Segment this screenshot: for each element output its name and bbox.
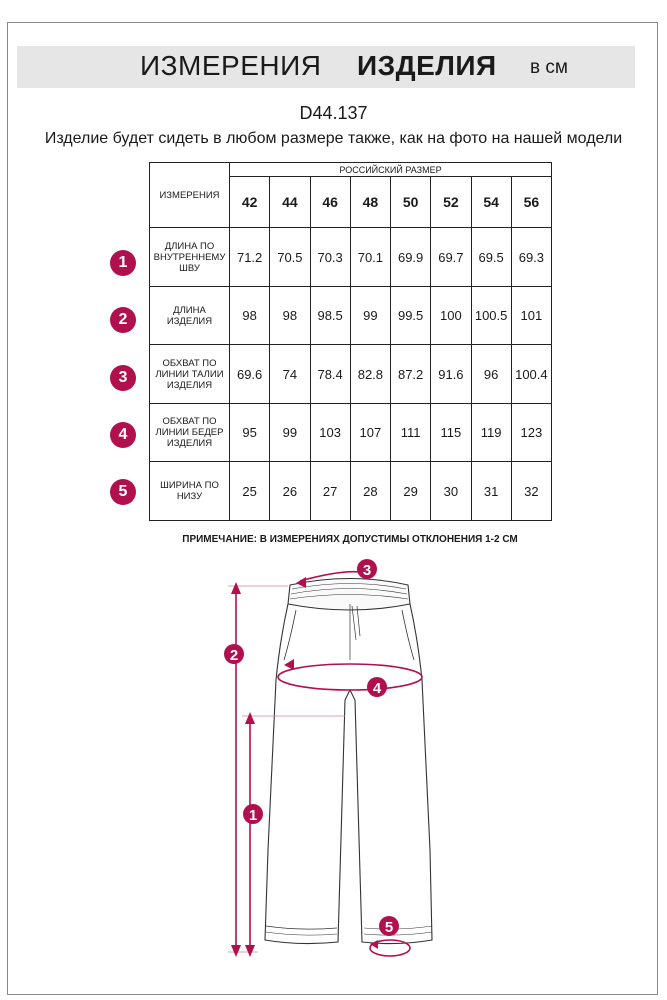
table-cell: 91.6 [431,345,471,404]
table-cell: 31 [471,462,511,521]
table-cell: 70.3 [310,228,350,287]
table-row [150,345,552,404]
size-header: 42 [230,177,270,228]
table-cell: 98.5 [310,286,350,345]
marker-1-label: 1 [248,807,258,824]
size-header: 50 [391,177,431,228]
row-label-line: ИЗДЕЛИЯ [166,379,213,391]
size-header: 54 [471,177,511,228]
table-cell: 87.2 [391,345,431,404]
marker-4-label: 4 [372,680,382,697]
table-cell: 25 [230,462,270,521]
table-cell: 107 [350,403,390,462]
table-cell: 98 [270,286,310,345]
row-label-line: ЛИНИИ ТАЛИИ [155,368,224,380]
table-row [150,462,552,521]
size-table [149,162,552,521]
title-bold: ИЗДЕЛИЯ [357,50,497,81]
marker-5-label: 5 [384,919,394,936]
table-cell: 100 [431,286,471,345]
table-cell: 32 [511,462,551,521]
table-cell: 98 [230,286,270,345]
table-cell: 111 [391,403,431,462]
table-cell: 69.6 [230,345,270,404]
pants-outline [265,579,432,944]
table-cell: 101 [511,286,551,345]
row-label-line: ВНУТРЕННЕМУ [153,251,226,263]
table-cell: 69.5 [471,228,511,287]
size-header: 46 [310,177,350,228]
table-row [150,403,552,462]
row-badge: 4 [110,422,136,448]
table-cell: 99.5 [391,286,431,345]
table-cell: 69.3 [511,228,551,287]
table-cell: 30 [431,462,471,521]
group-label: РОССИЙСКИЙ РАЗМЕР [230,163,552,177]
table-cell: 95 [230,403,270,462]
row-label-line: ИЗДЕЛИЯ [166,315,213,327]
row-label-line: ДЛИНА ПО [164,240,215,252]
table-cell: 119 [471,403,511,462]
size-header: 52 [431,177,471,228]
size-header: 48 [350,177,390,228]
size-header: 56 [511,177,551,228]
table-cell: 70.1 [350,228,390,287]
table-cell: 29 [391,462,431,521]
row-label [150,403,230,462]
row-label-line: ШВУ [179,262,200,274]
table-cell: 69.9 [391,228,431,287]
table-cell: 99 [350,286,390,345]
row-label [150,345,230,404]
marker-2-label: 2 [229,647,239,664]
measure-lines [228,572,422,956]
table-cell: 26 [270,462,310,521]
table-cell: 115 [431,403,471,462]
row-label-line: ОБХВАТ ПО [162,416,217,428]
pants-diagram [0,545,667,970]
row-badge: 5 [110,479,136,505]
row-badge: 3 [110,365,136,391]
row-label [150,228,230,287]
fit-note: Изделие будет сидеть в любом размере также, как на фото на нашей модели [44,130,623,147]
table-cell: 100.4 [511,345,551,404]
table-row [150,286,552,345]
table-cell: 82.8 [350,345,390,404]
table-cell: 71.2 [230,228,270,287]
row-badge: 1 [110,250,136,276]
row-label-line: ИЗДЕЛИЯ [166,438,213,450]
table-cell: 74 [270,345,310,404]
row-label-line: НИЗУ [176,491,203,503]
table-cell: 96 [471,345,511,404]
table-cell: 70.5 [270,228,310,287]
table-cell: 28 [350,462,390,521]
table-cell: 69.7 [431,228,471,287]
table-cell: 27 [310,462,350,521]
row-label [150,286,230,345]
product-code: D44.137 [299,103,368,123]
marker-3-label: 3 [362,562,372,579]
table-cell: 123 [511,403,551,462]
corner-label: ИЗМЕРЕНИЯ [150,163,230,228]
arrow-heads [231,577,378,957]
table-cell: 100.5 [471,286,511,345]
table-cell: 99 [270,403,310,462]
row-label [150,462,230,521]
row-label-line: ДЛИНА [173,304,206,316]
title-main: ИЗМЕРЕНИЯ [140,50,322,81]
title-unit: в см [530,57,568,78]
row-label-line: ОБХВАТ ПО [162,357,217,369]
row-badge: 2 [110,307,136,333]
table-row [150,228,552,287]
table-cell: 78.4 [310,345,350,404]
table-cell: 103 [310,403,350,462]
row-label-line: ШИРИНА ПО [160,480,219,492]
row-label-line: ЛИНИИ БЕДЕР [155,427,224,439]
footnote: ПРИМЕЧАНИЕ: В ИЗМЕРЕНИЯХ ДОПУСТИМЫ ОТКЛОНЕНИЯ 1-2 СМ [182,534,518,545]
size-header: 44 [270,177,310,228]
